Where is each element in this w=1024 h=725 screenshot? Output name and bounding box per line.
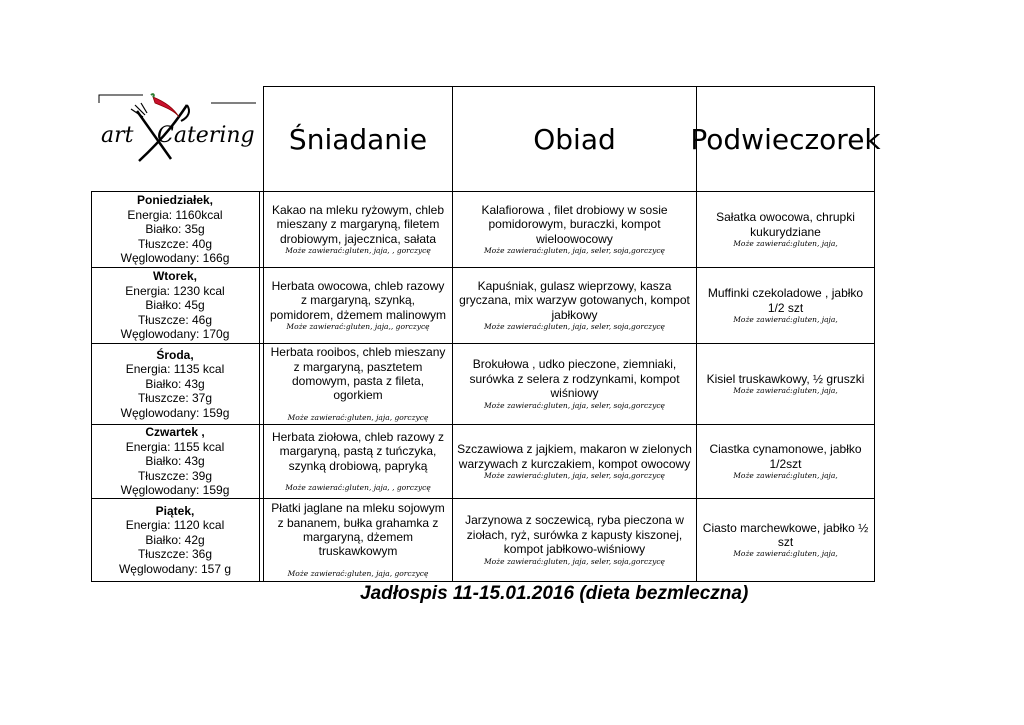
meal-text: Płatki jaglane na mleku sojowym z bananem, bułka grahamka z margaryną, dżemem truskawkowym	[271, 501, 445, 559]
meal-text: Kapuśniak, gulasz wieprzowy, kasza gryczana, mix warzyw gotowanych, kompot jabłkowy	[459, 278, 690, 322]
day-cell-monday	[91, 192, 259, 267]
table-bottom-border	[91, 581, 875, 582]
meal-cell-lunch	[453, 499, 696, 581]
allergen-note: Może zawierać:gluten, jaja, seler, soja,gorczycę	[483, 246, 665, 256]
header-snack	[690, 87, 881, 191]
meal-text: Jarzynowa z soczewicą, ryba pieczona w ziołach, ryż, surówka z kapusty kiszonej, kompot jabłkowo-wiśniowy	[465, 513, 684, 557]
allergen-note: Może zawierać:gluten, jaja, , gorczycę	[285, 483, 431, 493]
allergen-note: Może zawierać:gluten, jaja, seler, soja,gorczycę	[483, 556, 665, 566]
meal-text: Herbata owocowa, chleb razowy z margaryną, szynką, pomidorem, dżemem malinowym	[269, 278, 447, 322]
meal-cell-lunch	[453, 192, 696, 267]
meal-cell-breakfast	[264, 425, 452, 498]
meal-cell-snack	[697, 425, 874, 498]
meal-text: Sałatka owocowa, chrupki kukurydziane	[716, 210, 855, 239]
allergen-note: Może zawierać:gluten, jaja,	[733, 549, 838, 559]
energy: Energia: 1135 kcal	[125, 362, 225, 377]
day-name: Środa,	[156, 347, 194, 362]
allergen-note: Może zawierać:gluten, jaja, seler, soja,gorczycę	[483, 322, 665, 332]
day-name: Wtorek,	[152, 269, 197, 284]
header-snack-label: Podwieczorek	[690, 122, 881, 156]
header-breakfast-label: Śniadanie	[288, 122, 428, 156]
carbs: Węglowodany: 159g	[120, 405, 230, 420]
carbs: Węglowodany: 166g	[120, 251, 230, 266]
logo-text-art: art	[101, 123, 134, 148]
carbs: Węglowodany: 159g	[120, 483, 230, 498]
fat: Tłuszcze: 39g	[137, 468, 213, 483]
meal-text: Brokułowa , udko pieczone, ziemniaki, surówka z selera z rodzynkami, kompot wiśniowy	[469, 357, 680, 401]
day-name: Poniedziałek,	[136, 193, 214, 208]
protein: Białko: 42g	[145, 532, 205, 547]
carbs: Węglowodany: 170g	[120, 327, 230, 342]
energy: Energia: 1120 kcal	[125, 518, 225, 533]
meal-text: Szczawiowa z jajkiem, makaron w zielonych warzywach z kurczakiem, kompot owocowy	[457, 442, 692, 471]
day-cell-thursday	[91, 425, 259, 498]
allergen-note: Może zawierać:gluten, jaja, seler, soja,gorczycę	[483, 400, 665, 410]
header-lunch	[453, 87, 696, 191]
allergen-note: Może zawierać:gluten, jaja,	[733, 386, 838, 396]
fat: Tłuszcze: 36g	[137, 547, 213, 562]
energy: Energia: 1155 kcal	[125, 439, 225, 454]
allergen-note: Może zawierać:gluten, jaja,	[733, 470, 838, 480]
day-name: Piątek,	[155, 503, 195, 518]
fat: Tłuszcze: 46g	[137, 312, 213, 327]
meal-text: Kisiel truskawkowy, ½ gruszki	[706, 371, 865, 386]
meal-cell-breakfast	[264, 499, 452, 581]
meal-text: Herbata ziołowa, chleb razowy z margaryną, pastą z tuńczyka, szynką drobiową, papryką	[271, 429, 445, 473]
protein: Białko: 43g	[145, 454, 205, 469]
protein: Białko: 45g	[145, 298, 205, 313]
allergen-note: Może zawierać:gluten, jaja, gorczycę	[287, 568, 429, 578]
meal-cell-snack	[697, 192, 874, 267]
meal-cell-snack	[697, 344, 874, 424]
allergen-note: Może zawierać:gluten, jaja,	[733, 238, 838, 248]
meal-text: Kalafiorowa , filet drobiowy w sosie pomidorowym, buraczki, kompot wieloowocowy	[481, 202, 668, 246]
meal-text: Ciastka cynamonowe, jabłko 1/2szt	[709, 442, 862, 471]
energy: Energia: 1230 kcal	[125, 283, 225, 298]
column-divider	[259, 191, 260, 582]
allergen-note: Może zawierać:gluten, jaja, seler, soja,gorczycę	[483, 470, 665, 480]
fat: Tłuszcze: 37g	[137, 391, 213, 406]
protein: Białko: 35g	[145, 222, 205, 237]
day-cell-friday	[91, 499, 259, 581]
day-name: Czwartek ,	[145, 425, 205, 440]
meal-cell-breakfast	[264, 268, 452, 343]
logo	[91, 87, 259, 191]
fat: Tłuszcze: 40g	[137, 236, 213, 251]
meal-cell-lunch	[453, 268, 696, 343]
meal-cell-breakfast	[264, 344, 452, 424]
allergen-note: Może zawierać:gluten, jaja, gorczycę	[287, 412, 429, 422]
meal-cell-lunch	[453, 344, 696, 424]
meal-cell-snack	[697, 499, 874, 581]
meal-cell-lunch	[453, 425, 696, 498]
meal-text: Kakao na mleku ryżowym, chleb mieszany z margaryną, filetem drobiowym, jajecznica, sałata	[271, 202, 445, 246]
meal-cell-breakfast	[264, 192, 452, 267]
allergen-note: Może zawierać:gluten, jaja,, gorczycę	[286, 322, 430, 332]
day-cell-tuesday	[91, 268, 259, 343]
allergen-note: Może zawierać:gluten, jaja,	[733, 314, 838, 324]
table-right-border	[874, 86, 875, 582]
header-breakfast	[264, 87, 452, 191]
carbs: Węglowodany: 157 g	[118, 561, 232, 576]
energy: Energia: 1160kcal	[127, 207, 223, 222]
meal-text: Muffinki czekoladowe , jabłko 1/2 szt	[707, 286, 864, 315]
protein: Białko: 43g	[145, 376, 205, 391]
menu-title: Jadłospis 11-15.01.2016 (dieta bezmleczna)	[360, 583, 749, 604]
meal-text: Ciasto marchewkowe, jabłko ½ szt	[702, 520, 869, 549]
day-cell-wednesday	[91, 344, 259, 424]
logo-text-catering: Catering	[157, 123, 255, 148]
meal-text: Herbata rooibos, chleb mieszany z margaryną, pasztetem domowym, pasta z fileta, ogorkiem	[270, 345, 446, 403]
header-lunch-label: Obiad	[533, 122, 616, 156]
allergen-note: Może zawierać:gluten, jaja, , gorczycę	[285, 246, 431, 256]
meal-cell-snack	[697, 268, 874, 343]
